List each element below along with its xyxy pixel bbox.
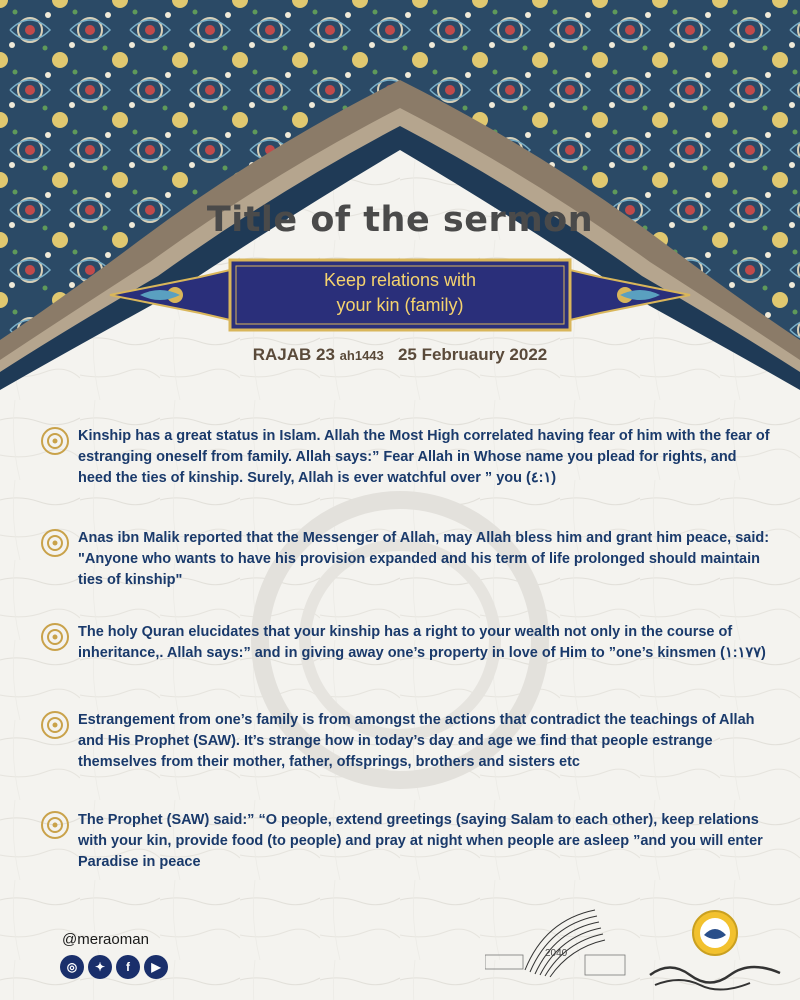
paragraph-text: Kinship has a great status in Islam. Allah the Most High correlated having fear of him with the fear of estranging oneself from family. Allah says:” Fear Allah in Whose name you plead for rights, and heed the ties of kinship. Surely, Allah is ever watchful over ” you (٤:١) — [78, 428, 770, 486]
rosette-bullet-icon — [40, 810, 70, 840]
gregorian-date: 25 Februaury 2022 — [397, 345, 548, 364]
sermon-topic-line1: Keep relations with — [323, 270, 477, 290]
twitter-icon[interactable]: ✦ — [88, 955, 112, 979]
hijri-year: ah1443 — [339, 348, 384, 363]
sermon-topic-line2: your kin (family) — [336, 295, 464, 315]
paragraph-text: Anas ibn Malik reported that the Messenger of Allah, may Allah bless him and grant him peace, said: "Anyone who wants to have his provision expanded and his term of life prolonged should maintain ties of kinship" — [78, 530, 770, 588]
rosette-bullet-icon — [40, 622, 70, 652]
social-links — [60, 955, 168, 979]
ministry-logo — [640, 905, 790, 995]
paragraph-text: The holy Quran elucidates that your kinship has a right to your wealth not only in the course of inheritance,. Allah says:” and in giving away one’s property in love of Him to ”one’s kinsmen (١:١٧٧) — [78, 624, 766, 661]
page-title: Title of the sermon — [206, 200, 594, 240]
youtube-icon[interactable]: ▶ — [144, 955, 168, 979]
sermon-date — [0, 345, 800, 365]
rosette-bullet-icon — [40, 710, 70, 740]
social-handle[interactable]: @meraoman — [62, 931, 149, 948]
oman-vision-logo — [485, 900, 635, 985]
paragraph-text: The Prophet (SAW) said:” “O people, extend greetings (saying Salam to each other), keep relations with your kin, provide food (to people) and pray at night when people are asleep ”and you will enter Paradise in peace — [78, 812, 763, 870]
paragraph-quran-wealth — [40, 622, 770, 664]
paragraph-text: Estrangement from one’s family is from amongst the actions that contradict the teachings of Allah and His Prophet (SAW). It’s strange how in today’s day and age we find that people estrange themselves from their mother, father, offsprings, brothers and sisters etc — [78, 712, 755, 770]
instagram-icon[interactable]: ◎ — [60, 955, 84, 979]
rosette-bullet-icon — [40, 426, 70, 456]
vision-year: 2040 — [545, 948, 568, 959]
paragraph-kinship-status — [40, 426, 770, 489]
paragraph-prophet-saying — [40, 810, 770, 873]
rosette-bullet-icon — [40, 528, 70, 558]
paragraph-anas-hadith — [40, 528, 770, 591]
sermon-topic — [240, 268, 560, 318]
paragraph-estrangement — [40, 710, 770, 773]
hijri-date: RAJAB 23 — [252, 345, 335, 364]
facebook-icon[interactable]: f — [116, 955, 140, 979]
